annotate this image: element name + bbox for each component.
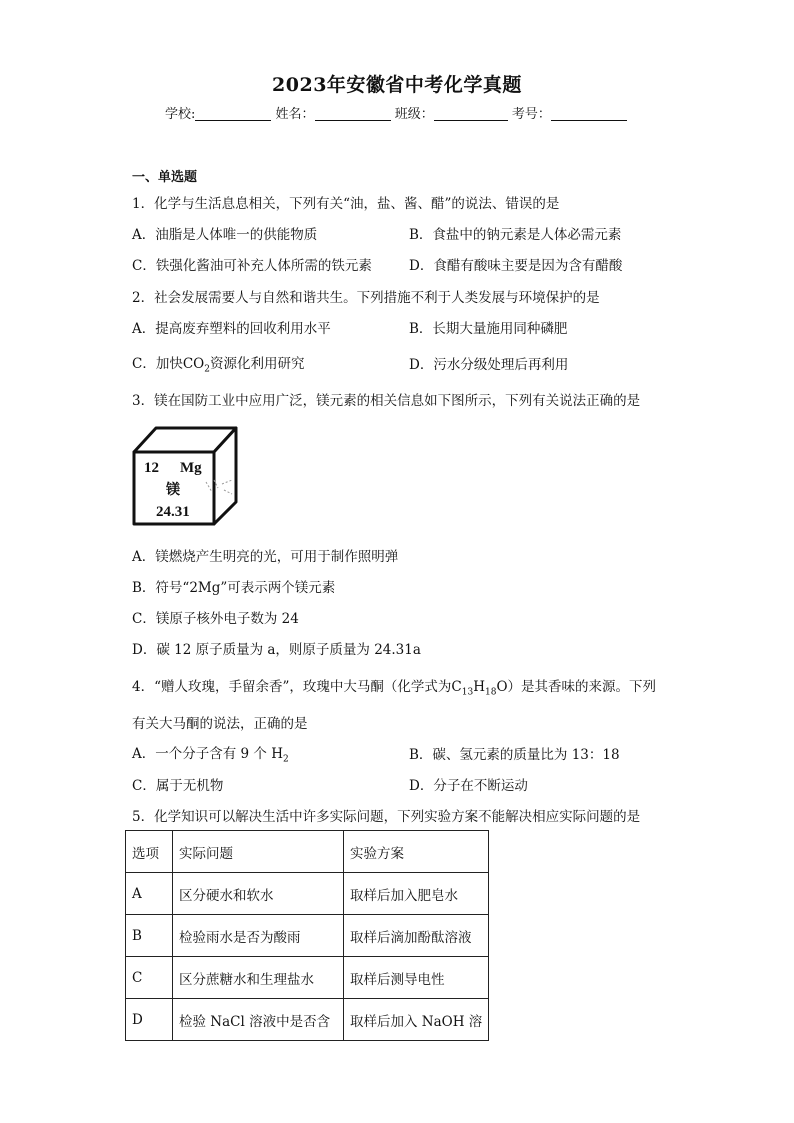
table-cell: A <box>126 873 173 915</box>
table-cell: C <box>126 957 173 999</box>
q1-stem: 1．化学与生活息息相关，下列有关“油，盐、酱、醋”的说法、错误的是 <box>132 196 560 212</box>
q2-stem: 2．社会发展需要人与自然和谐共生。下列措施不利于人类发展与环境保护的是 <box>132 290 600 306</box>
q2-option-c[interactable] <box>132 352 304 375</box>
table-cell: 检验 NaCl 溶液中是否含 <box>173 999 344 1041</box>
q5-table <box>125 830 489 1041</box>
id-label: 考号： <box>511 107 551 122</box>
table-header-cell: 选项 <box>126 831 173 873</box>
class-label: 班级： <box>394 107 434 122</box>
table-cell: B <box>126 915 173 957</box>
table-cell: 取样后滴加酚酞溶液 <box>344 915 489 957</box>
q3-option-b[interactable]: B．符号“2Mg”可表示两个镁元素 <box>132 580 336 596</box>
name-blank[interactable] <box>315 106 391 121</box>
table-cell: D <box>126 999 173 1041</box>
q4-option-d[interactable]: D．分子在不断运动 <box>409 778 528 794</box>
q4-stem-part1: 4．“赠人玫瑰，手留余香”，玫瑰中大马酮（化学式为 <box>132 679 452 695</box>
table-row <box>126 999 489 1041</box>
q2-option-d[interactable]: D．污水分级处理后再利用 <box>409 357 569 373</box>
formula-o: O <box>496 679 508 695</box>
formula-h-subscript: 18 <box>484 687 497 698</box>
q1-option-c[interactable]: C．铁强化酱油可补充人体所需的铁元素 <box>132 258 372 274</box>
q4-option-c[interactable]: C．属于无机物 <box>132 778 224 794</box>
co2-subscript: 2 <box>204 364 210 375</box>
co2-formula: CO <box>182 356 205 372</box>
q4-option-a-prefix: A．一个分子含有 9 个 <box>132 746 267 762</box>
q1-option-a[interactable]: A．油脂是人体唯一的供能物质 <box>132 227 318 243</box>
element-symbol: Mg <box>180 460 202 476</box>
table-header-row <box>126 831 489 873</box>
q4-stem-line2: 有关大马酮的说法，正确的是 <box>132 716 308 732</box>
q2-option-c-prefix: C．加快 <box>132 356 183 372</box>
element-name: 镁 <box>166 482 180 498</box>
student-info-line <box>165 103 627 122</box>
section-title: 一、单选题 <box>132 170 198 185</box>
table-row <box>126 915 489 957</box>
q2-option-c-suffix: 资源化利用研究 <box>209 356 305 372</box>
h2-formula: H <box>271 746 283 762</box>
id-blank[interactable] <box>551 106 627 121</box>
element-atomic-number: 12 <box>144 460 159 476</box>
q4-stem-part2: ）是其香味的来源。下列 <box>507 679 657 695</box>
q3-option-c[interactable]: C．镁原子核外电子数为 24 <box>132 611 299 627</box>
table-cell: 检验雨水是否为酸雨 <box>173 915 344 957</box>
q3-option-a[interactable]: A．镁燃烧产生明亮的光，可用于制作照明弹 <box>132 549 399 565</box>
q2-option-b[interactable]: B．长期大量施用同种磷肥 <box>409 321 568 337</box>
element-atomic-mass: 24.31 <box>156 504 190 520</box>
table-cell: 取样后加入 NaOH 溶 <box>344 999 489 1041</box>
q4-option-b[interactable]: B．碳、氢元素的质量比为 13：18 <box>409 747 620 763</box>
school-blank[interactable] <box>195 106 271 121</box>
formula-c-subscript: 13 <box>461 687 474 698</box>
table-cell: 取样后测导电性 <box>344 957 489 999</box>
page-title: 2023年安徽省中考化学真题 <box>272 74 522 96</box>
q4-stem-line1 <box>132 675 656 698</box>
q3-stem: 3．镁在国防工业中应用广泛，镁元素的相关信息如下图所示，下列有关说法正确的是 <box>132 393 641 409</box>
school-label: 学校: <box>165 107 196 122</box>
h2-subscript: 2 <box>283 754 289 765</box>
name-label: 姓名： <box>275 107 315 122</box>
formula-c: C <box>451 679 462 695</box>
table-cell: 区分蔗糖水和生理盐水 <box>173 957 344 999</box>
q1-option-b[interactable]: B．食盐中的钠元素是人体必需元素 <box>409 227 622 243</box>
q3-option-d[interactable]: D．碳 12 原子质量为 a，则原子质量为 24.31a <box>132 642 421 658</box>
q2-option-a[interactable]: A．提高废弃塑料的回收利用水平 <box>132 321 331 337</box>
table-row <box>126 873 489 915</box>
table-row <box>126 957 489 999</box>
table-header-cell: 实际问题 <box>173 831 344 873</box>
class-blank[interactable] <box>434 106 508 121</box>
table-cell: 区分硬水和软水 <box>173 873 344 915</box>
q5-stem: 5．化学知识可以解决生活中许多实际问题，下列实验方案不能解决相应实际问题的是 <box>132 809 641 825</box>
table-header-cell: 实验方案 <box>344 831 489 873</box>
q1-option-d[interactable]: D．食醋有酸味主要是因为含有醋酸 <box>409 258 623 274</box>
table-cell: 取样后加入肥皂水 <box>344 873 489 915</box>
scan-artifact-mark <box>200 476 240 498</box>
formula-h: H <box>473 679 485 695</box>
q4-option-a[interactable] <box>132 742 289 765</box>
